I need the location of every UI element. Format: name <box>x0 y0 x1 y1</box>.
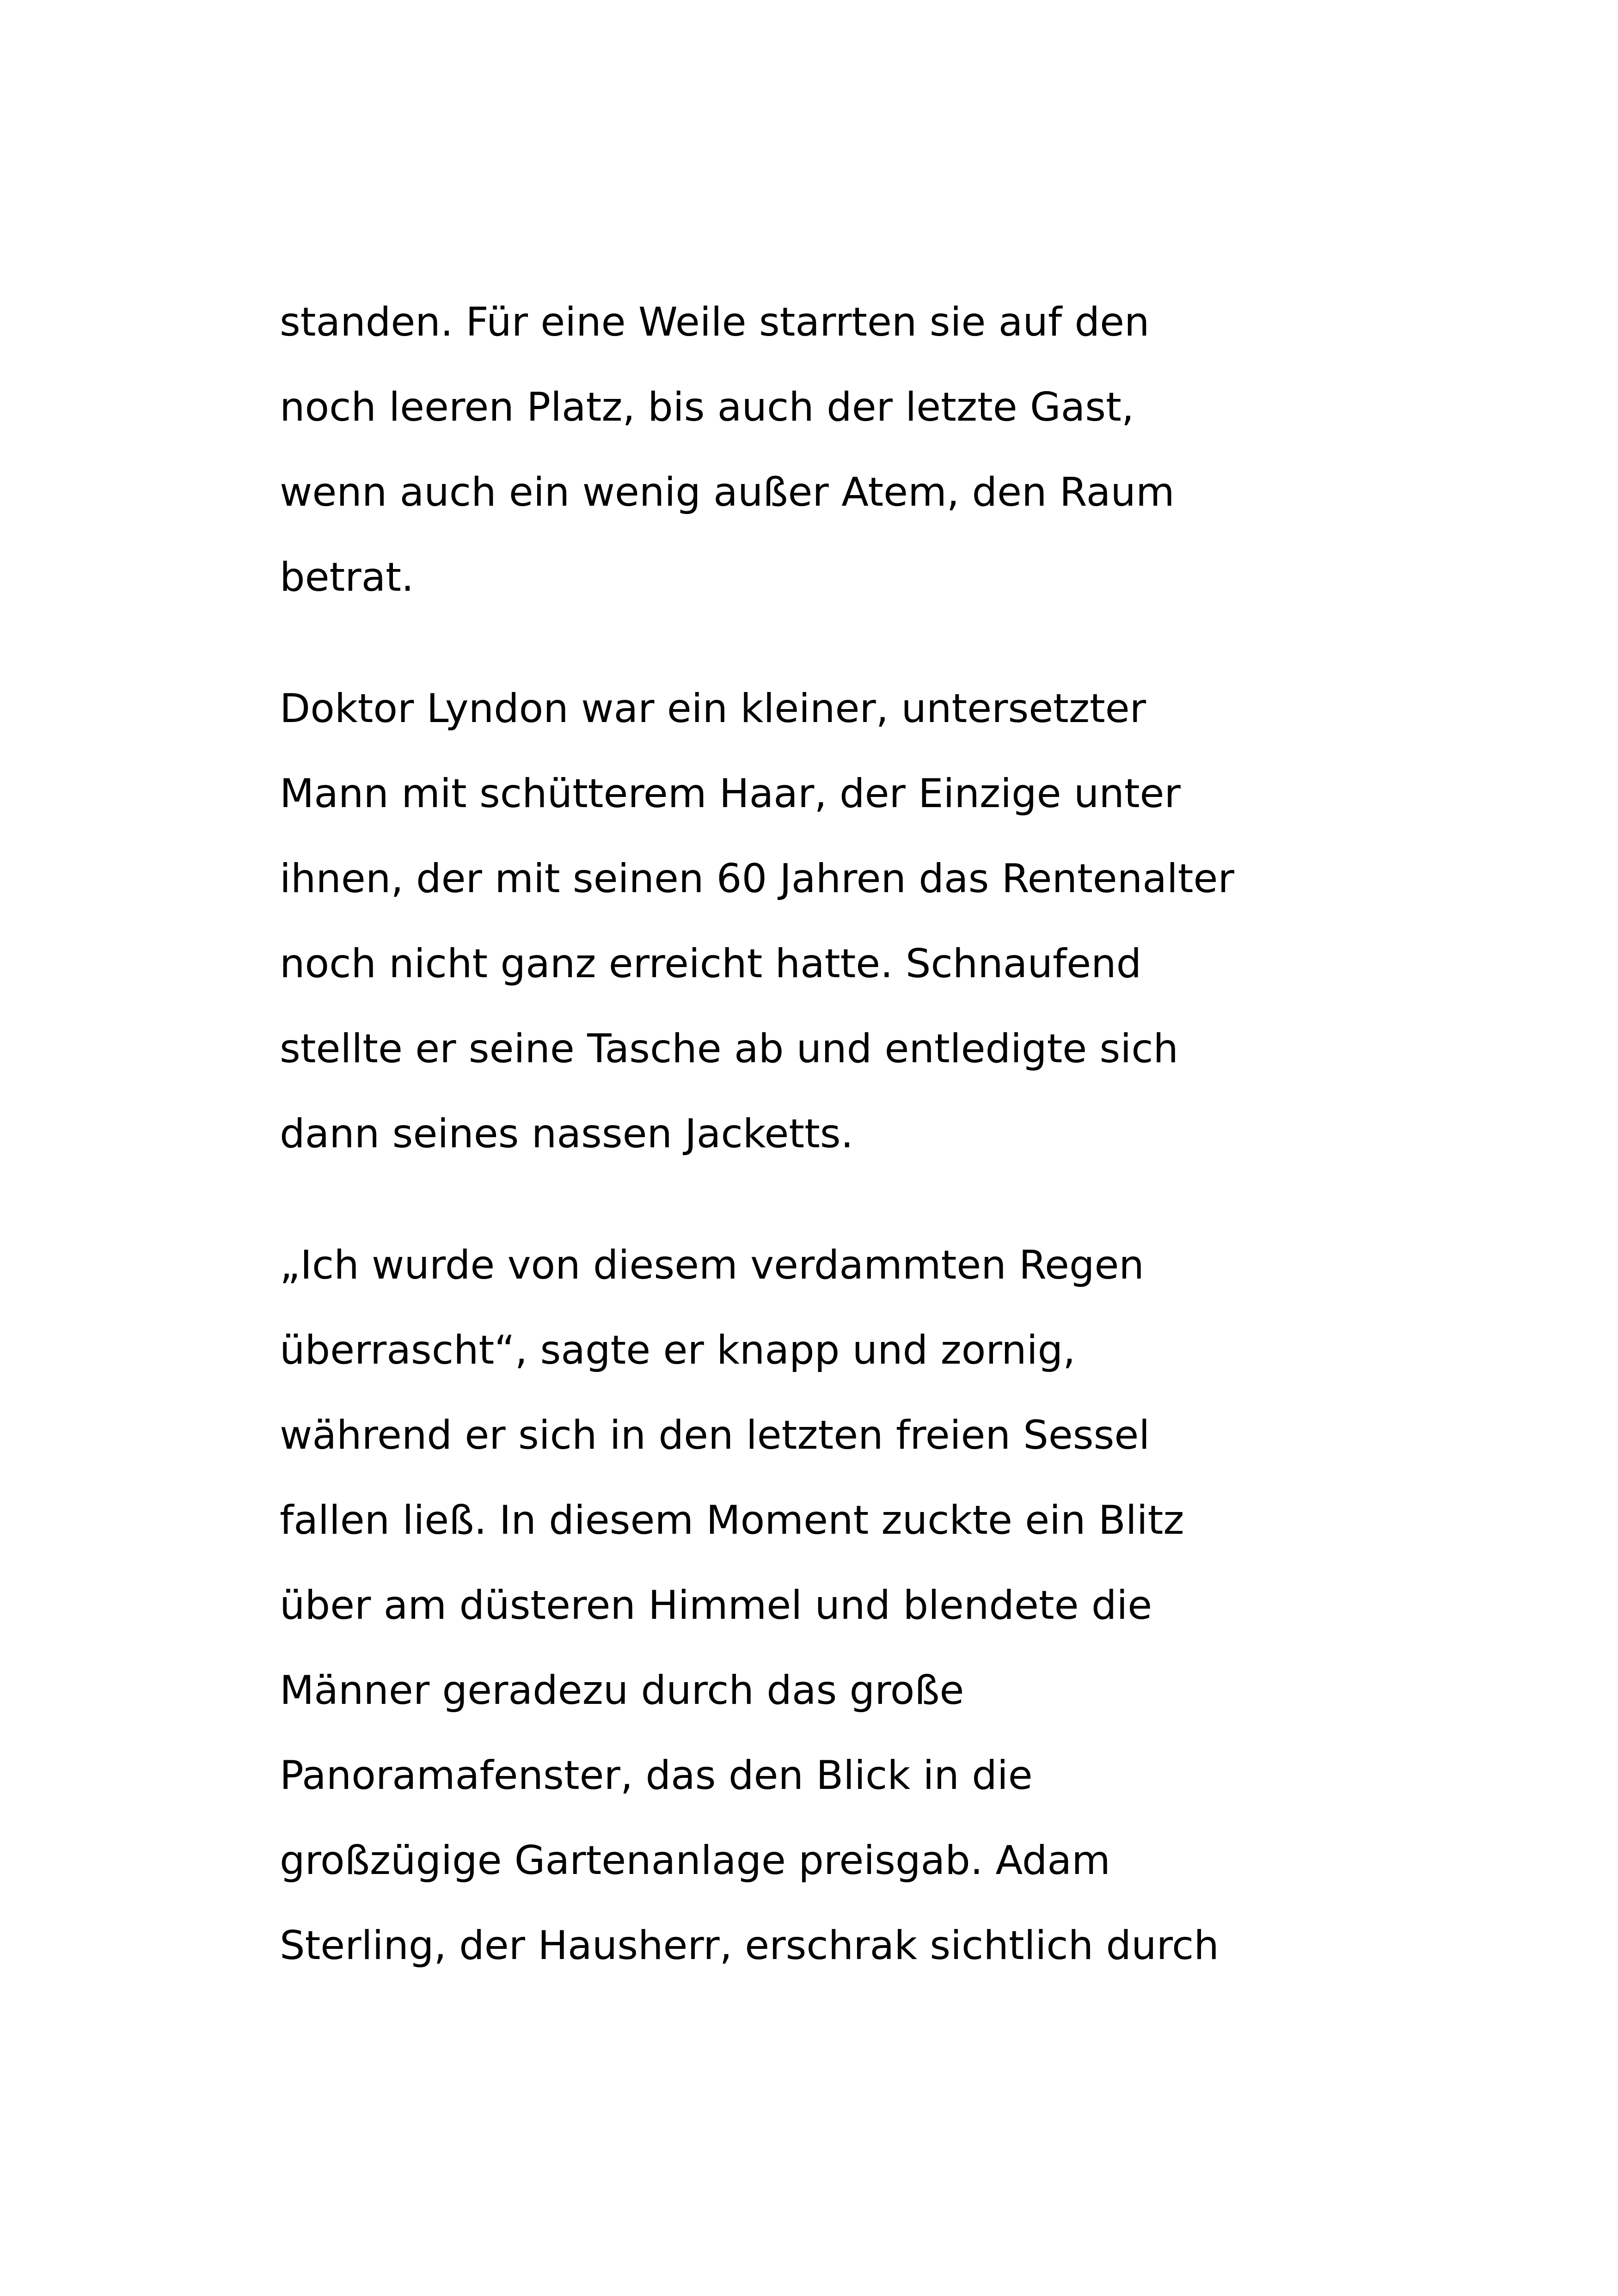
text-line: überrascht“, sagte er knapp und zornig, <box>280 1327 1076 1373</box>
text-line: ihnen, der mit seinen 60 Jahren das Rentenalter <box>280 856 1234 902</box>
text-line: „Ich wurde von diesem verdammten Regen <box>280 1242 1144 1288</box>
text-line: standen. Für eine Weile starrten sie auf den <box>280 299 1150 345</box>
paragraph-3 <box>280 1223 1371 1988</box>
text-line: dann seines nassen Jacketts. <box>280 1111 853 1157</box>
text-line: betrat. <box>280 554 414 600</box>
text-line: noch nicht ganz erreicht hatte. Schnaufend <box>280 941 1142 987</box>
text-line: wenn auch ein wenig außer Atem, den Raum <box>280 469 1175 515</box>
paragraph-1 <box>280 280 1371 620</box>
paragraph-2 <box>280 666 1371 1176</box>
text-line: Männer geradezu durch das große <box>280 1667 964 1714</box>
text-line: großzügige Gartenanlage preisgab. Adam <box>280 1837 1110 1884</box>
text-line: fallen ließ. In diesem Moment zuckte ein Blitz <box>280 1497 1184 1543</box>
text-line: noch leeren Platz, bis auch der letzte Gast, <box>280 384 1134 430</box>
text-line: Doktor Lyndon war ein kleiner, untersetzter <box>280 686 1146 732</box>
text-line: während er sich in den letzten freien Sessel <box>280 1412 1150 1458</box>
body-text <box>280 280 1371 2034</box>
text-line: Mann mit schütterem Haar, der Einzige unter <box>280 771 1181 817</box>
text-line: Sterling, der Hausherr, erschrak sichtlich durch <box>280 1923 1219 1969</box>
text-line: über am düsteren Himmel und blendete die <box>280 1582 1152 1629</box>
text-line: stellte er seine Tasche ab und entledigte sich <box>280 1026 1179 1072</box>
text-line: Panoramafenster, das den Blick in die <box>280 1752 1033 1799</box>
